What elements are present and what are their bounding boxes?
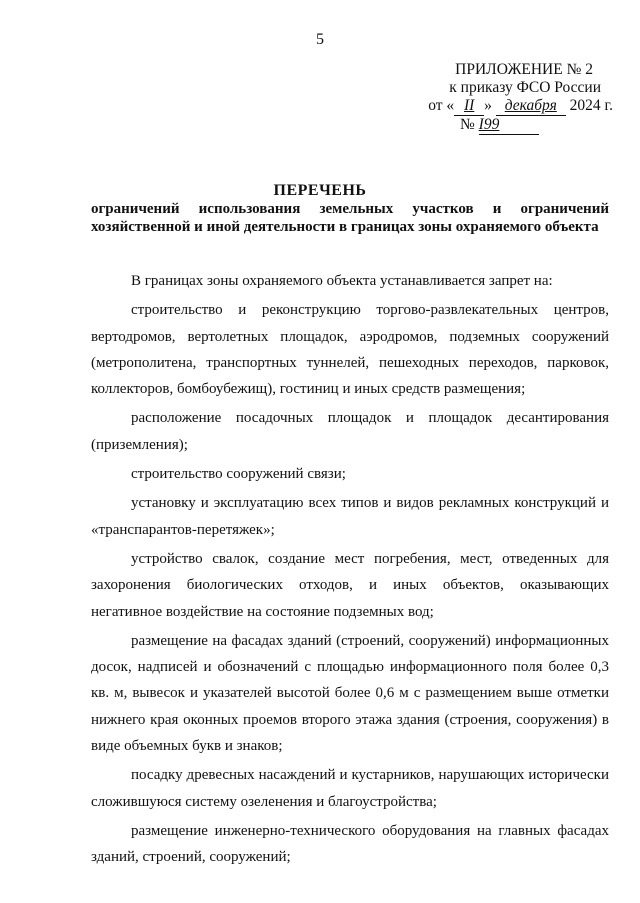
document-subheading — [91, 200, 609, 236]
date-year: 2024 г. — [569, 97, 613, 114]
date-month — [496, 97, 566, 116]
subheading-line-2: хозяйственной и иной деятельности в границах зоны охраняемого объекта — [91, 219, 599, 235]
restriction-item: строительство сооружений связи; — [131, 466, 346, 483]
order-number — [479, 116, 539, 135]
subheading-line-1: ограничений использования земельных участков и ограничений — [91, 201, 609, 217]
date-mid: » — [484, 97, 492, 114]
date-month-value: декабря — [504, 97, 557, 114]
appendix-title: ПРИЛОЖЕНИЕ № 2 — [455, 61, 593, 78]
restriction-item: размещение инженерно-технического оборудования на главных фасадах зданий, строений, сооружений; — [91, 822, 609, 866]
intro-paragraph: В границах зоны охраняемого объекта устанавливается запрет на: — [131, 273, 553, 289]
page-number: 5 — [316, 31, 324, 48]
restriction-item: установку и эксплуатацию всех типов и видов рекламных конструкций и «транспарантов-перетяжек»; — [91, 495, 609, 538]
order-number-value: I99 — [478, 116, 500, 133]
document-heading: ПЕРЕЧЕНЬ — [273, 182, 367, 199]
document-body — [91, 268, 609, 874]
appendix-order-reference: к приказу ФСО России — [449, 79, 601, 96]
restriction-item: размещение на фасадах зданий (строений, сооружений) информационных досок, надписей и обозначений с площадью информационного поля более 0,3 кв. м, вывесок и указателей высотой более 0,6 м с размещением выше отметки нижнего края оконных проемов второго этажа здания (строения, сооружения) в виде объемных букв и знаков; — [91, 632, 609, 755]
appendix-date-line — [413, 97, 613, 116]
date-day-value: II — [463, 97, 475, 114]
date-prefix: от « — [428, 97, 455, 114]
date-day — [454, 97, 484, 116]
restriction-item: строительство и реконструкцию торгово-развлекательных центров, вертодромов, вертолетных площадок, аэродромов, подземных сооружений (метрополитена, транспортных туннелей, пешеходных переходов, парковок, коллекторов, бомбоубежищ), гостиниц и иных средств размещения; — [91, 302, 609, 398]
restriction-item: расположение посадочных площадок и площадок десантирования (приземления); — [91, 410, 609, 453]
restriction-item: посадку древесных насаждений и кустарников, нарушающих исторически сложившуюся систему озеленения и благоустройства; — [91, 767, 609, 810]
appendix-number-line — [413, 116, 613, 135]
number-prefix: № — [460, 116, 475, 133]
restriction-item: устройство свалок, создание мест погребения, мест, отведенных для захоронения биологических отходов, и иных объектов, оказывающих негативное воздействие на состояние подземных вод; — [91, 550, 609, 620]
appendix-block — [413, 61, 613, 135]
